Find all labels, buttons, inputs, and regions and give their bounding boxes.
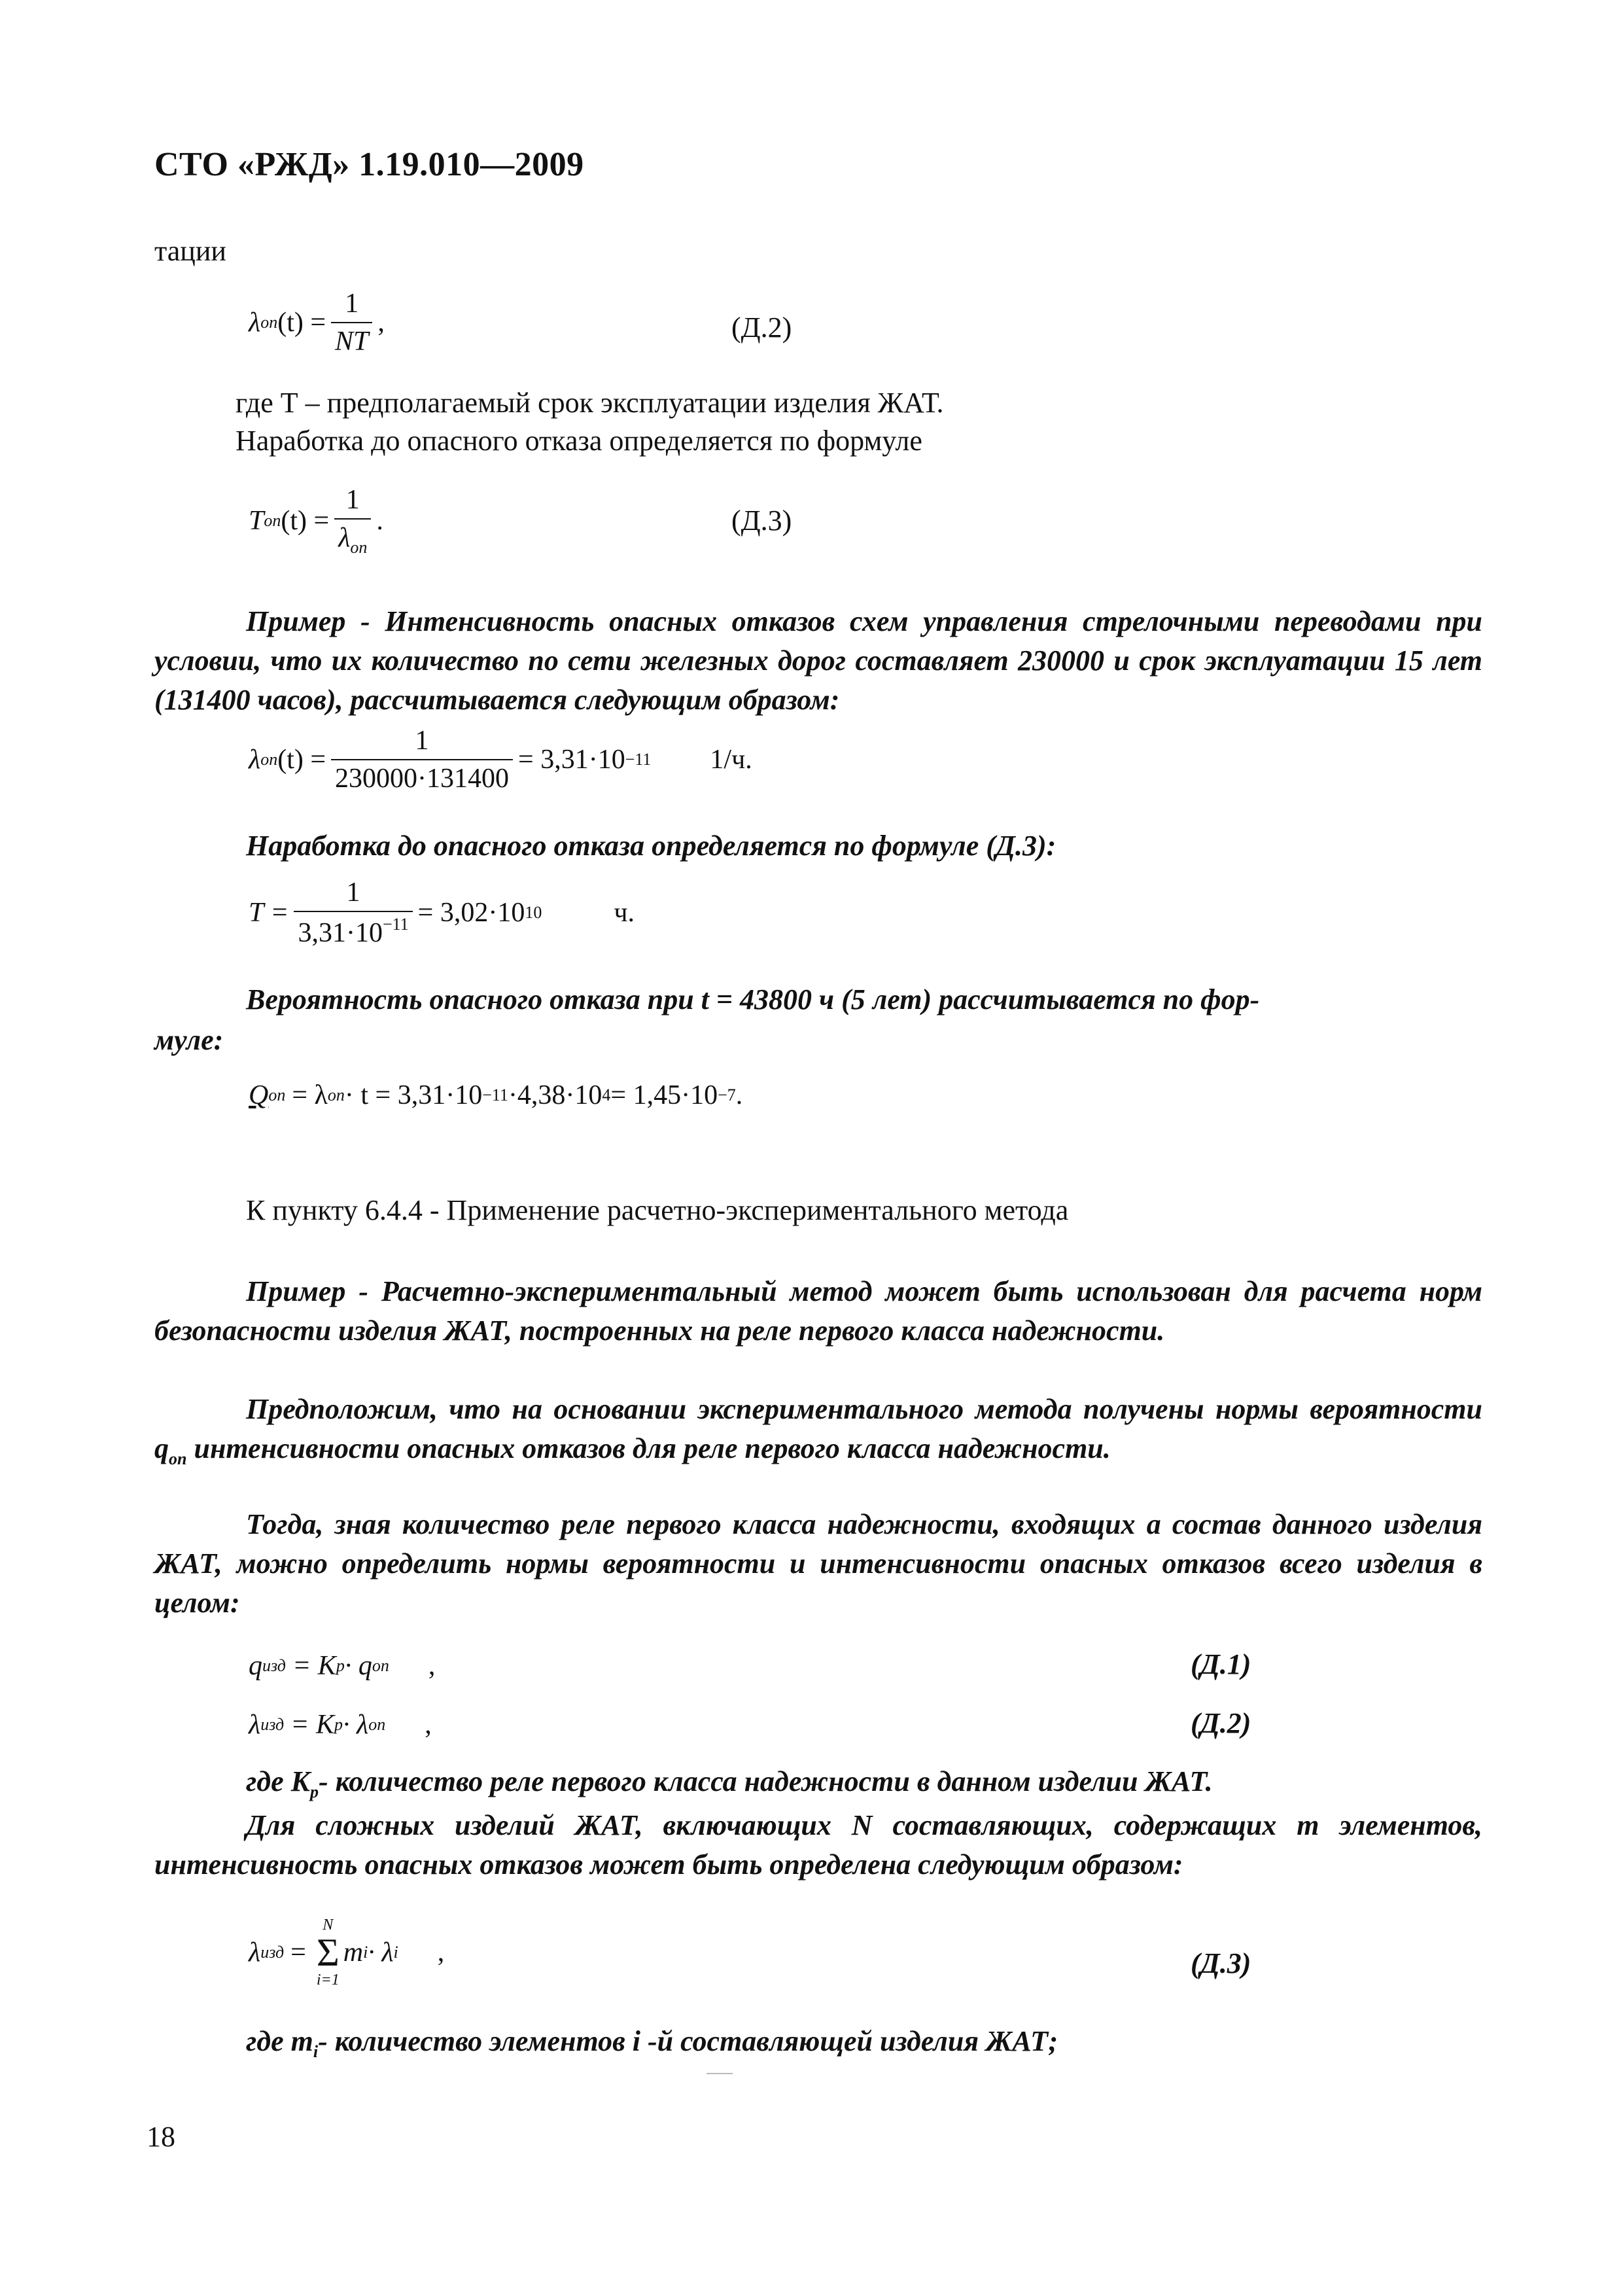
summation-symbol: N Σ i=1: [316, 1916, 340, 1988]
probability-text-line2: муле:: [154, 1024, 224, 1056]
then-text: Тогда, зная количество реле первого класса надежности, входящих а состав данного изделия ЖАТ, можно определить нормы вероятности и интенсивности опасных отказов всего изделия в целом:: [154, 1508, 1482, 1619]
fraction: $\frac{1}{230000\cdot 131400}$: [331, 725, 513, 794]
calc-q-equation: Q оп = λ оп · t = 3,31·10 −11 ·4,38·10 4 = 1,45·10 −7 .: [249, 1080, 743, 1110]
fraction: $\frac{1}{\lambda_{оп}}$: [334, 484, 371, 557]
example-1-text: Пример - Интенсивность опасных отказов схем управления стрелочными переводами при условии, что их количество по сети железных дорог составляет 230000 и срок эксплуатации 15 лет (131400 часов), рассчитывается следующим образом:: [154, 605, 1482, 716]
equation-label-d1: (Д.1): [1191, 1648, 1251, 1680]
equation-label-d2: (Д.2): [731, 311, 792, 344]
probability-text-line1: Вероятность опасного отказа при t = 43800 ч (5 лет) рассчитывается по фор-: [246, 983, 1260, 1016]
equation-label-d3-bottom: (Д.3): [1191, 1947, 1251, 1979]
assumption-text: Предположим, что на основании экспериментального метода получены нормы вероятности $q_{оп}$ интенсивности опасных отказов для реле первого класса надежности.: [154, 1393, 1482, 1468]
mtbf-example-text: Наработка до опасного отказа определяется по формуле (Д.3):: [246, 830, 1056, 862]
equation-sum: λ изд = N Σ i=1 m i · λ i ,: [249, 1916, 445, 1988]
where-kp-text: где $K_р-$ количество реле первого класса надежности в данном изделии ЖАТ.: [246, 1765, 1213, 1801]
continuation-text: тации: [154, 235, 226, 267]
scan-artifact-line: [707, 2073, 733, 2074]
mtbf-intro-text: Наработка до опасного отказа определяется по формуле: [236, 425, 922, 457]
equation-q-izd: q изд = K р · q оп ,: [249, 1651, 436, 1681]
equation-d3: T оп (t) = $\frac{1}{\lambda_{оп}}$ .: [249, 485, 383, 557]
where-mi-text: где $m_i-$ количество элементов i -й составляющей изделия ЖАТ;: [246, 2025, 1058, 2061]
fraction: $\frac{1}{NT}$: [331, 288, 372, 357]
calc-lambda-equation: λ оп (t) = $\frac{1}{230000\cdot 131400}$ = 3,31·10 −11 1/ч.: [249, 726, 752, 794]
fraction: $\frac{1}{3,31\cdot 10^{-11}}$: [294, 877, 412, 949]
equation-d2: λ оп (t) = $\frac{1}{NT}$ ,: [249, 289, 385, 357]
equation-label-d2-bottom: (Д.2): [1191, 1707, 1251, 1739]
example-2-text: Пример - Расчетно-экспериментальный метод может быть использован для расчета норм безопасности изделия ЖАТ, построенных на реле первого класса надежности.: [154, 1275, 1482, 1347]
complex-products-text: Для сложных изделий ЖАТ, включающих N составляющих, содержащих m элементов, интенсивность опасных отказов может быть определена следующим образом:: [154, 1809, 1482, 1881]
document-code: СТО «РЖД» 1.19.010—2009: [154, 146, 584, 183]
section-reference: К пункту 6.4.4 - Применение расчетно-экспериментального метода: [246, 1194, 1069, 1226]
where-t-text: где Т – предполагаемый срок эксплуатации изделия ЖАТ.: [236, 387, 944, 419]
equation-l-izd: λ изд = K р · λ оп ,: [249, 1710, 432, 1740]
page-number: 18: [147, 2121, 175, 2153]
equation-label-d3: (Д.3): [731, 504, 792, 537]
calc-t-equation: T = $\frac{1}{3,31\cdot 10^{-11}}$ = 3,02·10 10 ч.: [249, 877, 635, 948]
